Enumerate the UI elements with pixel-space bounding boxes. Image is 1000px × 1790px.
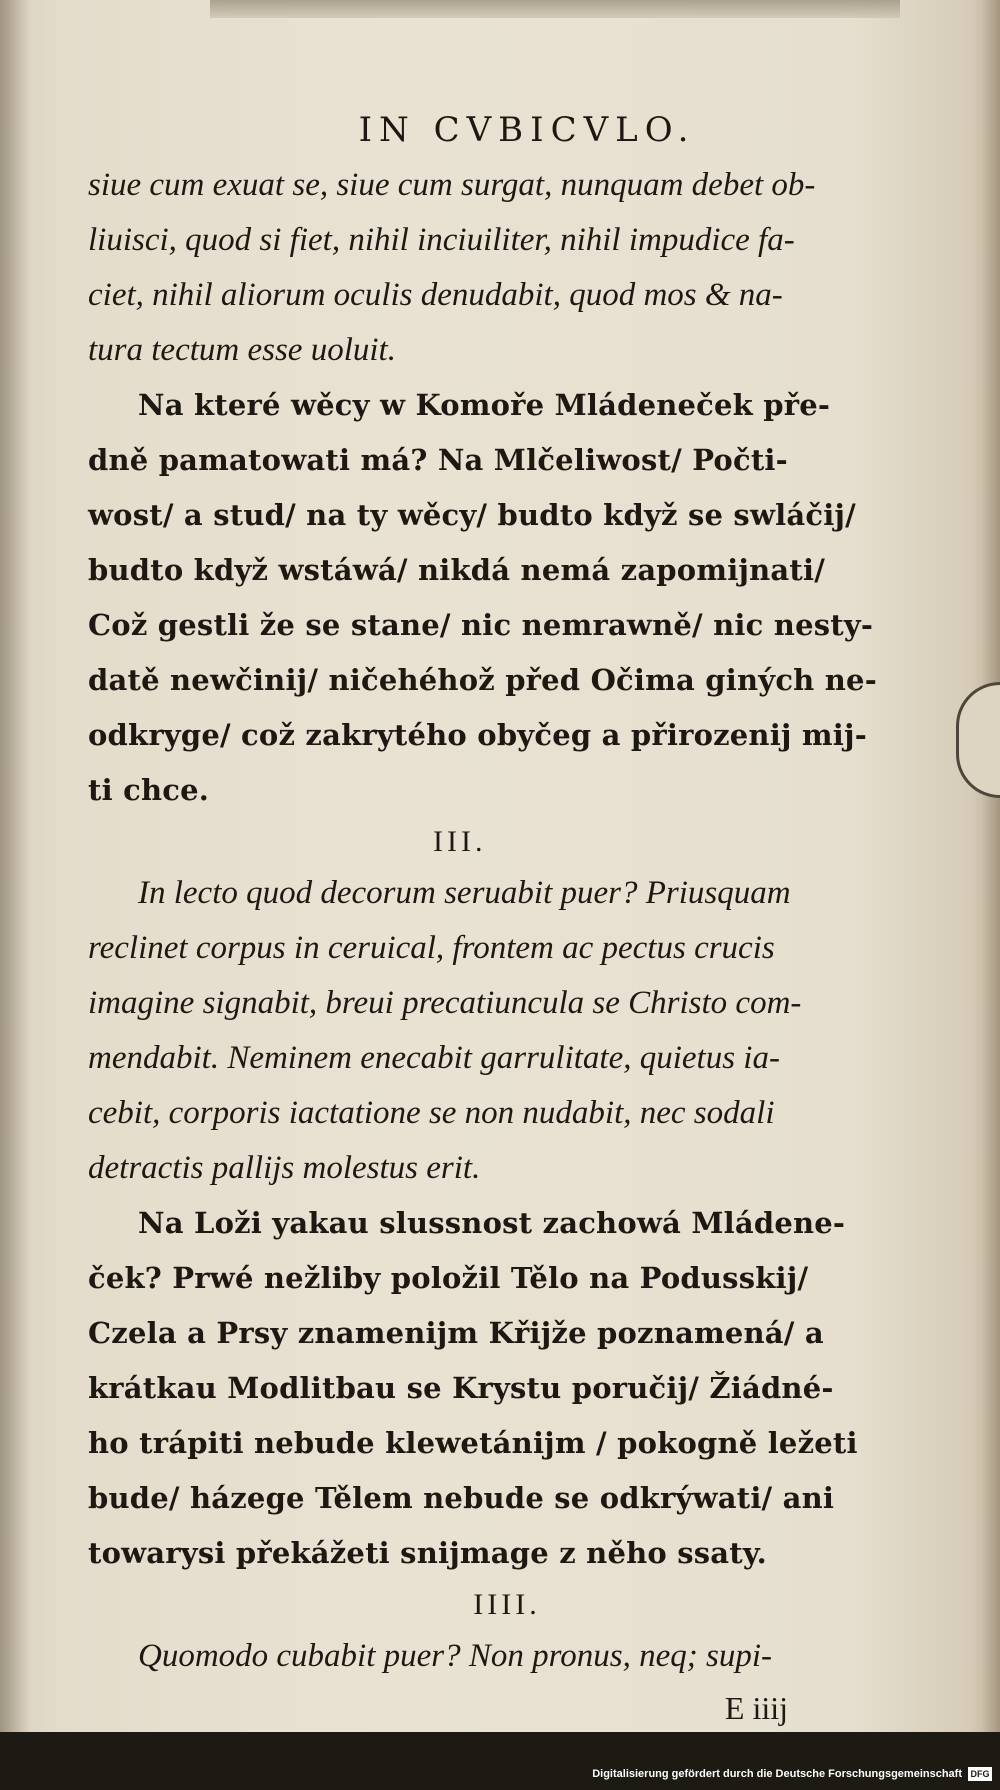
text-line: ček? Prwé nežliby položil Tělo na Podusskij/ xyxy=(88,1261,809,1295)
text-line: reclinet corpus in ceruical, frontem ac pectus crucis xyxy=(88,930,775,966)
text-line: liuisci, quod si fiet, nihil inciuiliter, nihil impudice fa- xyxy=(88,222,795,258)
text-line: dně pamatowati má? Na Mlčeliwost/ Počti- xyxy=(88,443,788,477)
text-line: ho trápiti nebude klewetánijm / pokogně ležeti xyxy=(88,1426,858,1460)
text-line: wost/ a stud/ na ty wěcy/ budto když se swláčij/ xyxy=(88,498,856,532)
text-line: cebit, corporis iactatione se non nudabit, nec sodali xyxy=(88,1095,775,1131)
text-line: detractis pallijs molestus erit. xyxy=(88,1150,481,1186)
digitization-credit: Digitalisierung gefördert durch die Deutsche Forschungsgemeinschaft xyxy=(592,1768,962,1780)
text-line: Na které wěcy w Komoře Mládeneček pře- xyxy=(138,388,831,422)
section-numeral: III. xyxy=(433,825,487,858)
page-text xyxy=(88,110,906,1732)
text-line: ciet, nihil aliorum oculis denudabit, quod mos & na- xyxy=(88,277,783,313)
text-line: Což gestli že se stane/ nic nemrawně/ nic nesty- xyxy=(88,608,874,642)
scan-footer-band xyxy=(0,1732,1000,1790)
dfg-logo: DFG xyxy=(968,1767,992,1781)
facing-page-strip xyxy=(210,0,900,18)
text-line: odkryge/ což zakrytého obyčeg a přirozenij mij- xyxy=(88,718,867,752)
czech-paragraph xyxy=(88,378,906,818)
text-line: budto když wstáwá/ nikdá nemá zapomijnati/ xyxy=(88,553,825,587)
text-line: Czela a Prsy znamenijm Křijže poznamená/ a xyxy=(88,1316,824,1350)
text-line: krátkau Modlitbau se Krystu poručij/ Žiádné- xyxy=(88,1371,834,1405)
latin-paragraph xyxy=(88,1629,906,1684)
running-header: IN CVBICVLO. xyxy=(358,110,696,150)
text-line: ti chce. xyxy=(88,773,210,807)
text-line: Na Loži yakau slussnost zachowá Mládene- xyxy=(138,1206,846,1240)
page-tab-marker xyxy=(956,682,1000,798)
text-line: mendabit. Neminem enecabit garrulitate, quietus ia- xyxy=(88,1040,780,1076)
text-line: datě newčinij/ ničehéhož před Očima giných ne- xyxy=(88,663,877,697)
signature-mark: E iiij xyxy=(724,1690,788,1726)
czech-paragraph xyxy=(88,1196,906,1581)
text-line: In lecto quod decorum seruabit puer? Priusquam xyxy=(138,875,791,911)
text-line: siue cum exuat se, siue cum surgat, nunquam debet ob- xyxy=(88,167,816,203)
page-edge xyxy=(980,0,1000,1760)
text-line: towarysi překážeti snijmage z něho ssaty. xyxy=(88,1536,767,1570)
latin-paragraph xyxy=(88,866,906,1196)
text-line: tura tectum esse uoluit. xyxy=(88,332,396,368)
section-numeral: IIII. xyxy=(473,1588,541,1621)
latin-paragraph xyxy=(88,158,906,378)
text-line: Quomodo cubabit puer? Non pronus, neq; supi- xyxy=(138,1638,772,1674)
text-line: bude/ házege Tělem nebude se odkrýwati/ ani xyxy=(88,1481,835,1515)
spine-shadow xyxy=(0,0,30,1750)
text-line: imagine signabit, breui precatiuncula se Christo com- xyxy=(88,985,802,1021)
